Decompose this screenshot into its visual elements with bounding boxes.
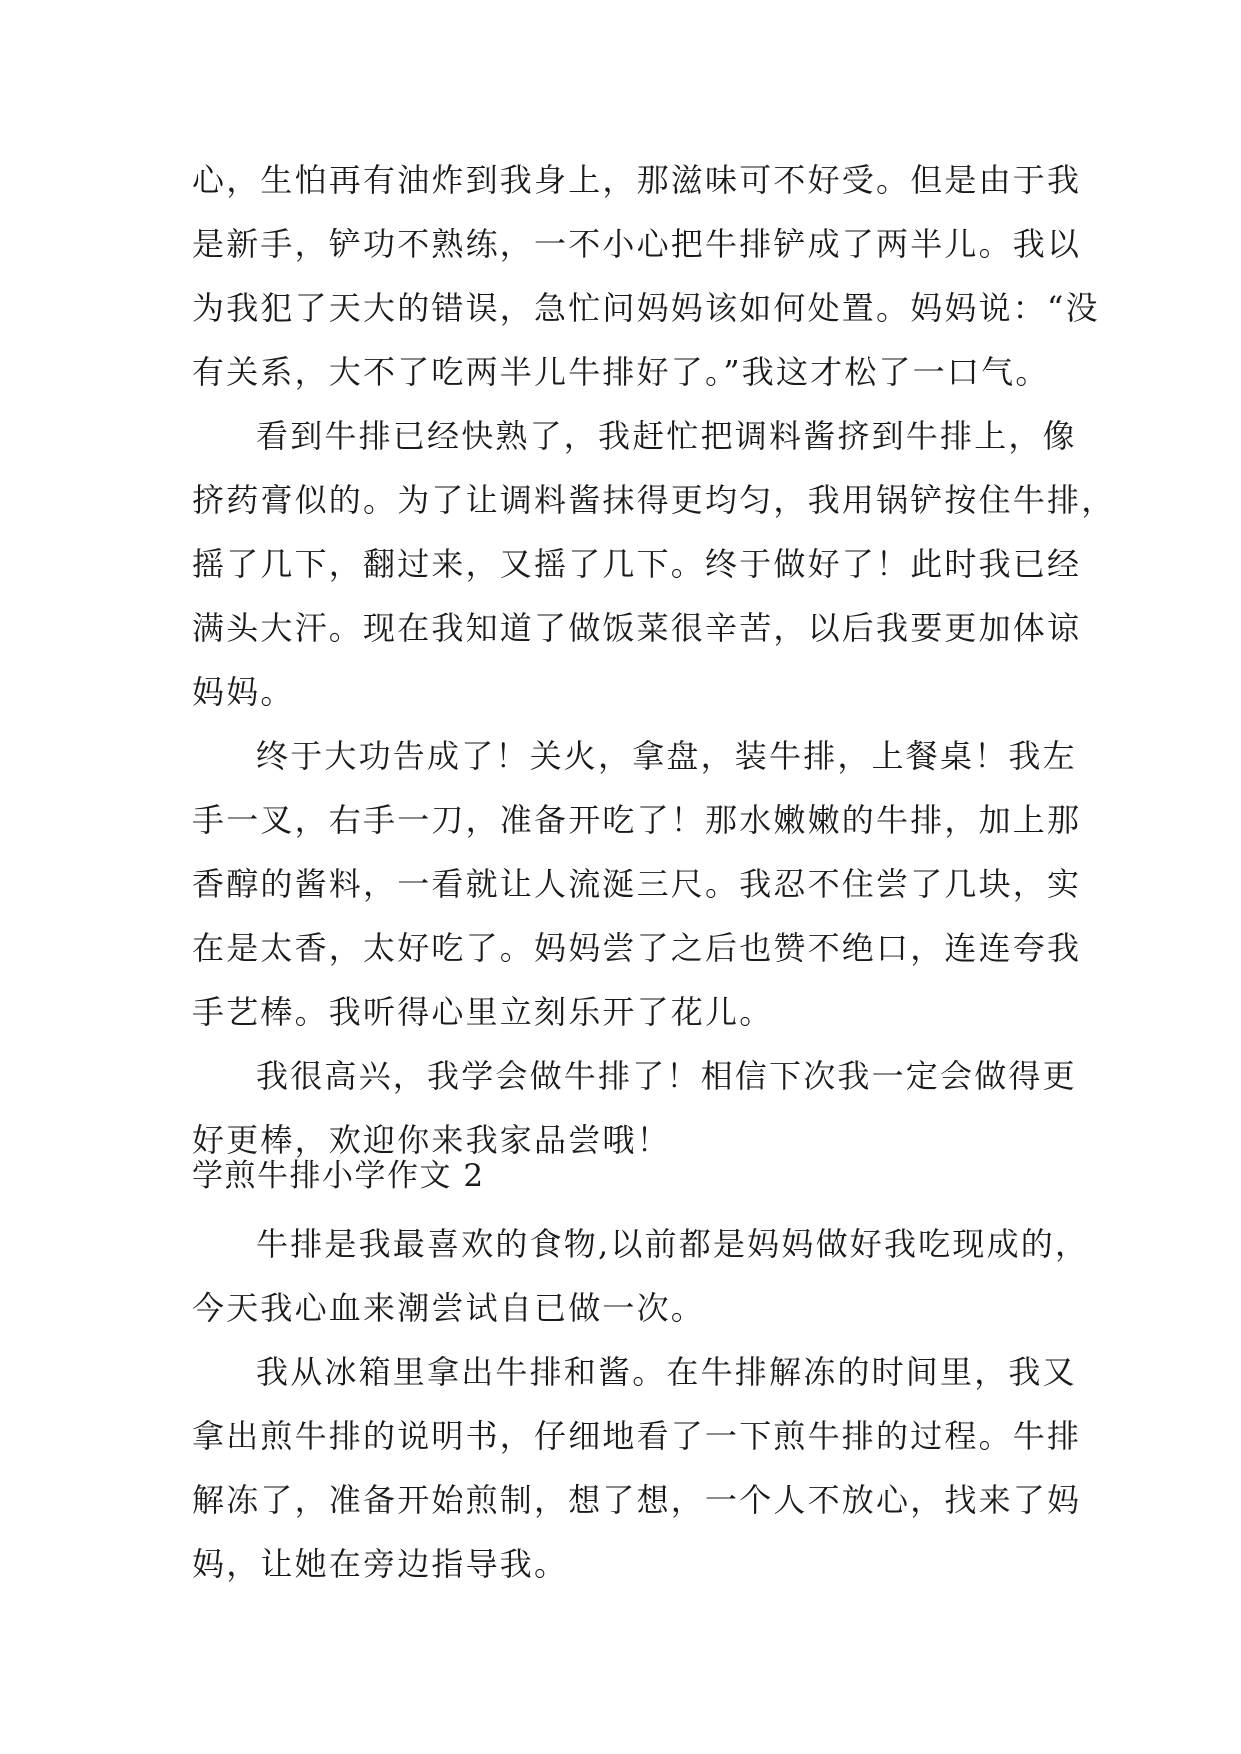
paragraph-line: 妈，让她在旁边指导我。 [192, 1545, 569, 1583]
paragraph-line: 今天我心血来潮尝试自已做一次。 [192, 1289, 706, 1327]
paragraph-line: 手一叉，右手一刀，准备开吃了！那水嫩嫩的牛排，加上那 [192, 801, 1082, 839]
paragraph-line: 是新手，铲功不熟练，一不小心把牛排铲成了两半儿。我以 [192, 225, 1082, 263]
paragraph-line: 拿出煎牛排的说明书，仔细地看了一下煎牛排的过程。牛排 [192, 1417, 1082, 1455]
paragraph-line: 满头大汗。现在我知道了做饭菜很辛苦，以后我要更加体谅 [192, 609, 1082, 647]
paragraph-line: 好更棒，欢迎你来我家品尝哦！ [192, 1121, 671, 1159]
essay-2-body [192, 1212, 1090, 1596]
paragraph-line: 挤药膏似的。为了让调料酱抹得更均匀，我用锅铲按住牛排， [192, 481, 1116, 519]
paragraph-line: 终于大功告成了！关火，拿盘，装牛排，上餐桌！我左 [256, 737, 1077, 775]
essay-1-body [192, 148, 1116, 1172]
paragraph-line: 牛排是我最喜欢的食物,以前都是妈妈做好我吃现成的， [256, 1225, 1090, 1263]
paragraph-line: 我从冰箱里拿出牛排和酱。在牛排解冻的时间里，我又 [256, 1353, 1077, 1391]
paragraph-line: 在是太香，太好吃了。妈妈尝了之后也赞不绝口，连连夸我 [192, 929, 1082, 967]
paragraph-line: 香醇的酱料，一看就让人流涎三尺。我忍不住尝了几块，实 [192, 865, 1082, 903]
paragraph-line: 我很高兴，我学会做牛排了！相信下次我一定会做得更 [256, 1057, 1077, 1095]
essay-2-title: 学煎牛排小学作文 2 [192, 1158, 485, 1194]
paragraph-line: 摇了几下，翻过来，又摇了几下。终于做好了！此时我已经 [192, 545, 1082, 583]
paragraph-line: 看到牛排已经快熟了，我赶忙把调料酱挤到牛排上，像 [256, 417, 1077, 455]
paragraph-line: 手艺棒。我听得心里立刻乐开了花儿。 [192, 993, 774, 1031]
paragraph-line: 心，生怕再有油炸到我身上，那滋味可不好受。但是由于我 [192, 161, 1082, 199]
paragraph-line: 妈妈。 [192, 673, 295, 711]
paragraph-line: 为我犯了天大的错误，急忙问妈妈该如何处置。妈妈说：“没 [192, 289, 1100, 327]
paragraph-line: 解冻了，准备开始煎制，想了想，一个人不放心，找来了妈 [192, 1481, 1082, 1519]
paragraph-line: 有关系，大不了吃两半儿牛排好了。”我这才松了一口气。 [192, 353, 1050, 391]
